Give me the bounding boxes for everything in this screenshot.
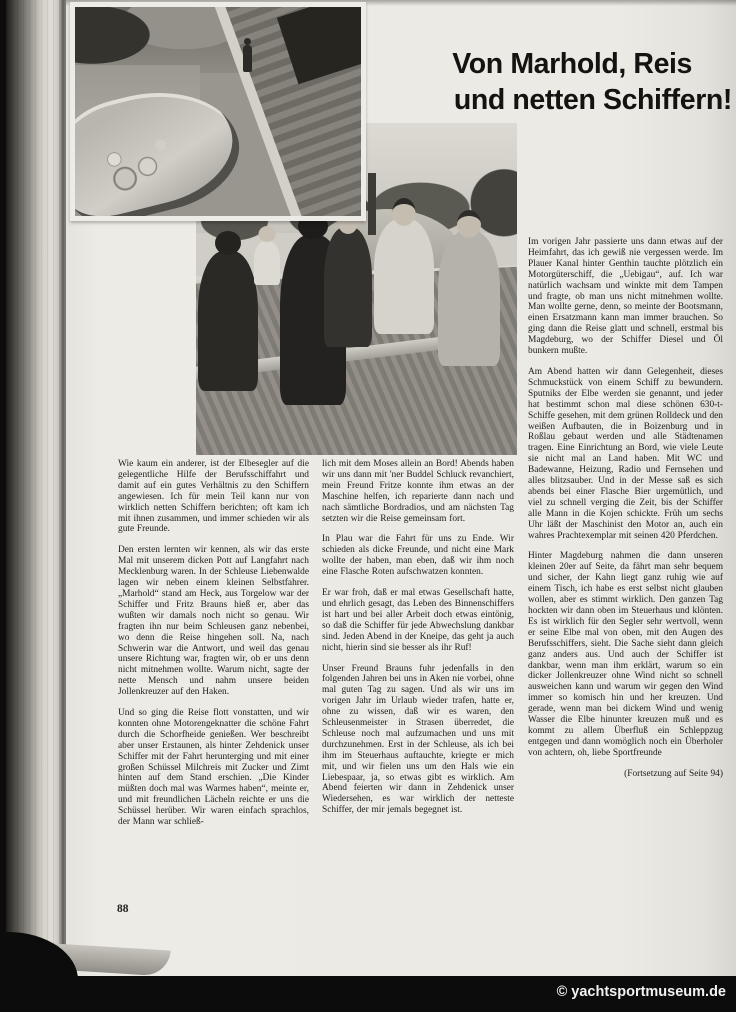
person-figure-child (254, 241, 280, 285)
article-column-3 (528, 237, 723, 790)
paragraph: Den ersten lernten wir kennen, als wir das erste Mal mit unserem dicken Pott auf Langfahrt nach Mecklenburg waren. In der Schleuse Liebenwalde lagen wir neben einem kleinen Selbstfahrer. „Marhold“ stand am Heck, aus Torgelow war der Schiffer und Fritz Brauns hieß er, aber das wußten wir damals noch nicht so genau. Wir fragten ihn nur beim Schleusen ganz nebenbei, wo denn die Reise hingehen soll. Na, nach Schwerin war die Antwort, und weil das genau unsere Richtung war, fragten wir, ob er uns denn nicht mitnehmen wollte. Warum nicht, sagte der nette Mensch und nahm unsere beiden Jollenkreuzer auf den Haken. (118, 545, 309, 698)
paragraph: Er war froh, daß er mal etwas Gesellschaft hatte, und ehrlich gesagt, das Leben des Binnenschiffers ist hart und bei aller Arbeit doch etwas eintönig, so daß die Schiffer für jede Abwechslung dankbar sind. Jeden Abend in der Kneipe, das geht ja auch nicht, hierin sind sie besser als ihr Ruf! (322, 588, 514, 653)
article-title-line1: Von Marhold, Reis (452, 48, 692, 80)
paragraph: Unser Freund Brauns fuhr jedenfalls in den folgenden Jahren bei uns in Aken nie vorbei, ohne mal guten Tag zu sagen. Und als wir uns im vorigen Jahr im Urlaub wieder trafen, hatte er, ohne zu wissen, daß wir es waren, den Schleusenmeister in Strasen überredet, die Schleuse noch mal aufzumachen und uns mit durchzunehmen. Erst in der Schleuse, als ich bei ihm im Steuerhaus auftauchte, kriegte er mich mit, und wir fielen uns um den Hals wie ein Liebespaar, ja, so etwas gibt es wirklich. Am Abend feierten wir dann in Zehdenick unser Wiedersehen, es war wirklich der netteste Schiffer, der mir jemals begegnet ist. (322, 663, 514, 816)
page-number: 88 (117, 903, 129, 915)
paragraph: lich mit dem Moses allein an Bord! Abends haben wir uns dann mit 'ner Buddel Schluck revanchiert, mein Freund Fritze konnte ihm etwas an der Maschine helfen, ich reparierte dann nach und nach sämtliche Bordradios, und am nächsten Tag setzten wir die Reise gemeinsam fort. (322, 459, 514, 524)
person-head (215, 231, 241, 255)
person-figure (324, 227, 372, 347)
article-title (388, 46, 732, 118)
continuation-note: (Fortsetzung auf Seite 94) (624, 768, 723, 779)
mast-shape (368, 173, 376, 235)
photo-barge-dinghy (70, 2, 366, 221)
person-head (259, 226, 276, 242)
watermark-text: © yachtsportmuseum.de (556, 984, 726, 1000)
person-figure (438, 231, 500, 366)
book-spine-page-edges (6, 0, 66, 984)
paragraph: Hinter Magdeburg nahmen die dann unseren kleinen 20er auf Seite, da fährt man sehr bequem und sicher, der Kahn liegt ganz ruhig wie auf einem Tisch, ich habe es erst selbst nicht glauben wollen, aber es stimmt wirklich. Den ganzen Tag hockten wir dann oben im Steuerhaus und klönten. Es ist wirklich für den Segler sehr wertvoll, wenn er seine Elbe mal von oben, mit den Augen des Berufsschiffers, sieht. Die Sache sieht dann gleich ganz anders aus. Und auch der Schiffer ist dankbar, wenn man ihm erklärt, warum so ein dicker Jollenkreuzer ohne Wind nicht so schnell ausweichen kann und warum wir gegen den Wind immer so komisch hin und her kreuzen. Und gerade, wenn man bei dickem Wind und wenig Wasser die Elbe hinunter kreuzen muß und es kommt zu allem Überfluß ein Schleppzug entgegen und dann womöglich noch ein Überholer von achtern, oh, liebe Sportfreunde (528, 551, 723, 758)
person-head (393, 198, 416, 226)
paragraph: Wie kaum ein anderer, ist der Elbesegler auf die gelegentliche Hilfe der Berufsschiffahrt und damit auf ein gutes Verhältnis zu den Schiffern angewiesen. Ich für mein Teil kann nur von wirklich netten Schiffern berichten; oft kam ich mit ihnen zusammen, und immer schieden wir als gute Freunde. (118, 459, 309, 535)
paragraph: Am Abend hatten wir dann Gelegenheit, dieses Schmuckstück von einem Schiff zu bewundern. Sputniks der Elbe werden sie genannt, und jeder hat bestimmt schon mal diese schönen 630-t-Schiffe gesehen, mit dem grünen Rolldeck und den weißen Aufbauten, die in Boizenburg und in Roßlau gebaut werden und alle Städtenamen tragen. Eine Einrichtung an Bord, wie viele Leute sie nicht mal an Land haben. Mit WC und Badewanne, Heizung, Radio und Fernsehen und alles blitzsauber. Und in der Messe saß es sich abends bei einer Flasche Bier urgemütlich, und viel zu schnell verging die Zeit, bis der Schiffer alle Mann in die Kojen schickte. Früh um sechs Uhr läßt der Maschinist den Motor an, auch ein wahres Prachtexemplar mit seinen 420 Pferdchen. (528, 366, 723, 541)
person-figure (243, 45, 252, 72)
article-column-2 (322, 459, 514, 826)
person-figure (374, 219, 434, 334)
person-figure (198, 251, 258, 391)
person-head (457, 210, 481, 238)
paragraph: Und so ging die Reise flott vonstatten, und wir konnten ohne Motorengeknatter die schöne Fahrt durch die Schorfheide genießen. Wer beschreibt aber unser Erstaunen, als hinter Zehdenick unser Schiffer mit der Fahrt herunterging und mit einer großen Schüssel Milchreis mit Zucker und Zimt hinten auf dem Stand erschien. „Die Kinder müßten doch mal was Warmes haben“, meinte er, und mit freundlichen Lächeln reichte er uns die Schüssel herüber. Wir waren einfach sprachlos, der Mann war schließ- (118, 708, 309, 828)
paragraph: Im vorigen Jahr passierte uns dann etwas auf der Heimfahrt, das ich gewiß nie vergessen werde. Im Plauer Kanal hinter Genthin tauchte plötzlich ein Motorgüterschiff, die „Uebigau“, auf. Ich war natürlich wachsam und winkte mit dem Tampen und fragte, ob man uns nicht mitnehmen wollte. Man wollte gerne, denn, so meinte der Bootsmann, einen Ersatzmann kann man immer brauchen. So ging dann die Reise glatt und schnell, erstmal bis Magdeburg, wo der Schiffer Diesel und Öl bunkern mußte. (528, 237, 723, 357)
paragraph: In Plau war die Fahrt für uns zu Ende. Wir schieden als dicke Freunde, und nicht eine Mark wollte der haben, man eben, daß wir ihm noch eine Flasche Roten aufschwatzen konnten. (322, 534, 514, 578)
article-column-1 (118, 459, 309, 838)
article-title-line2: und netten Schiffern! (453, 84, 732, 116)
